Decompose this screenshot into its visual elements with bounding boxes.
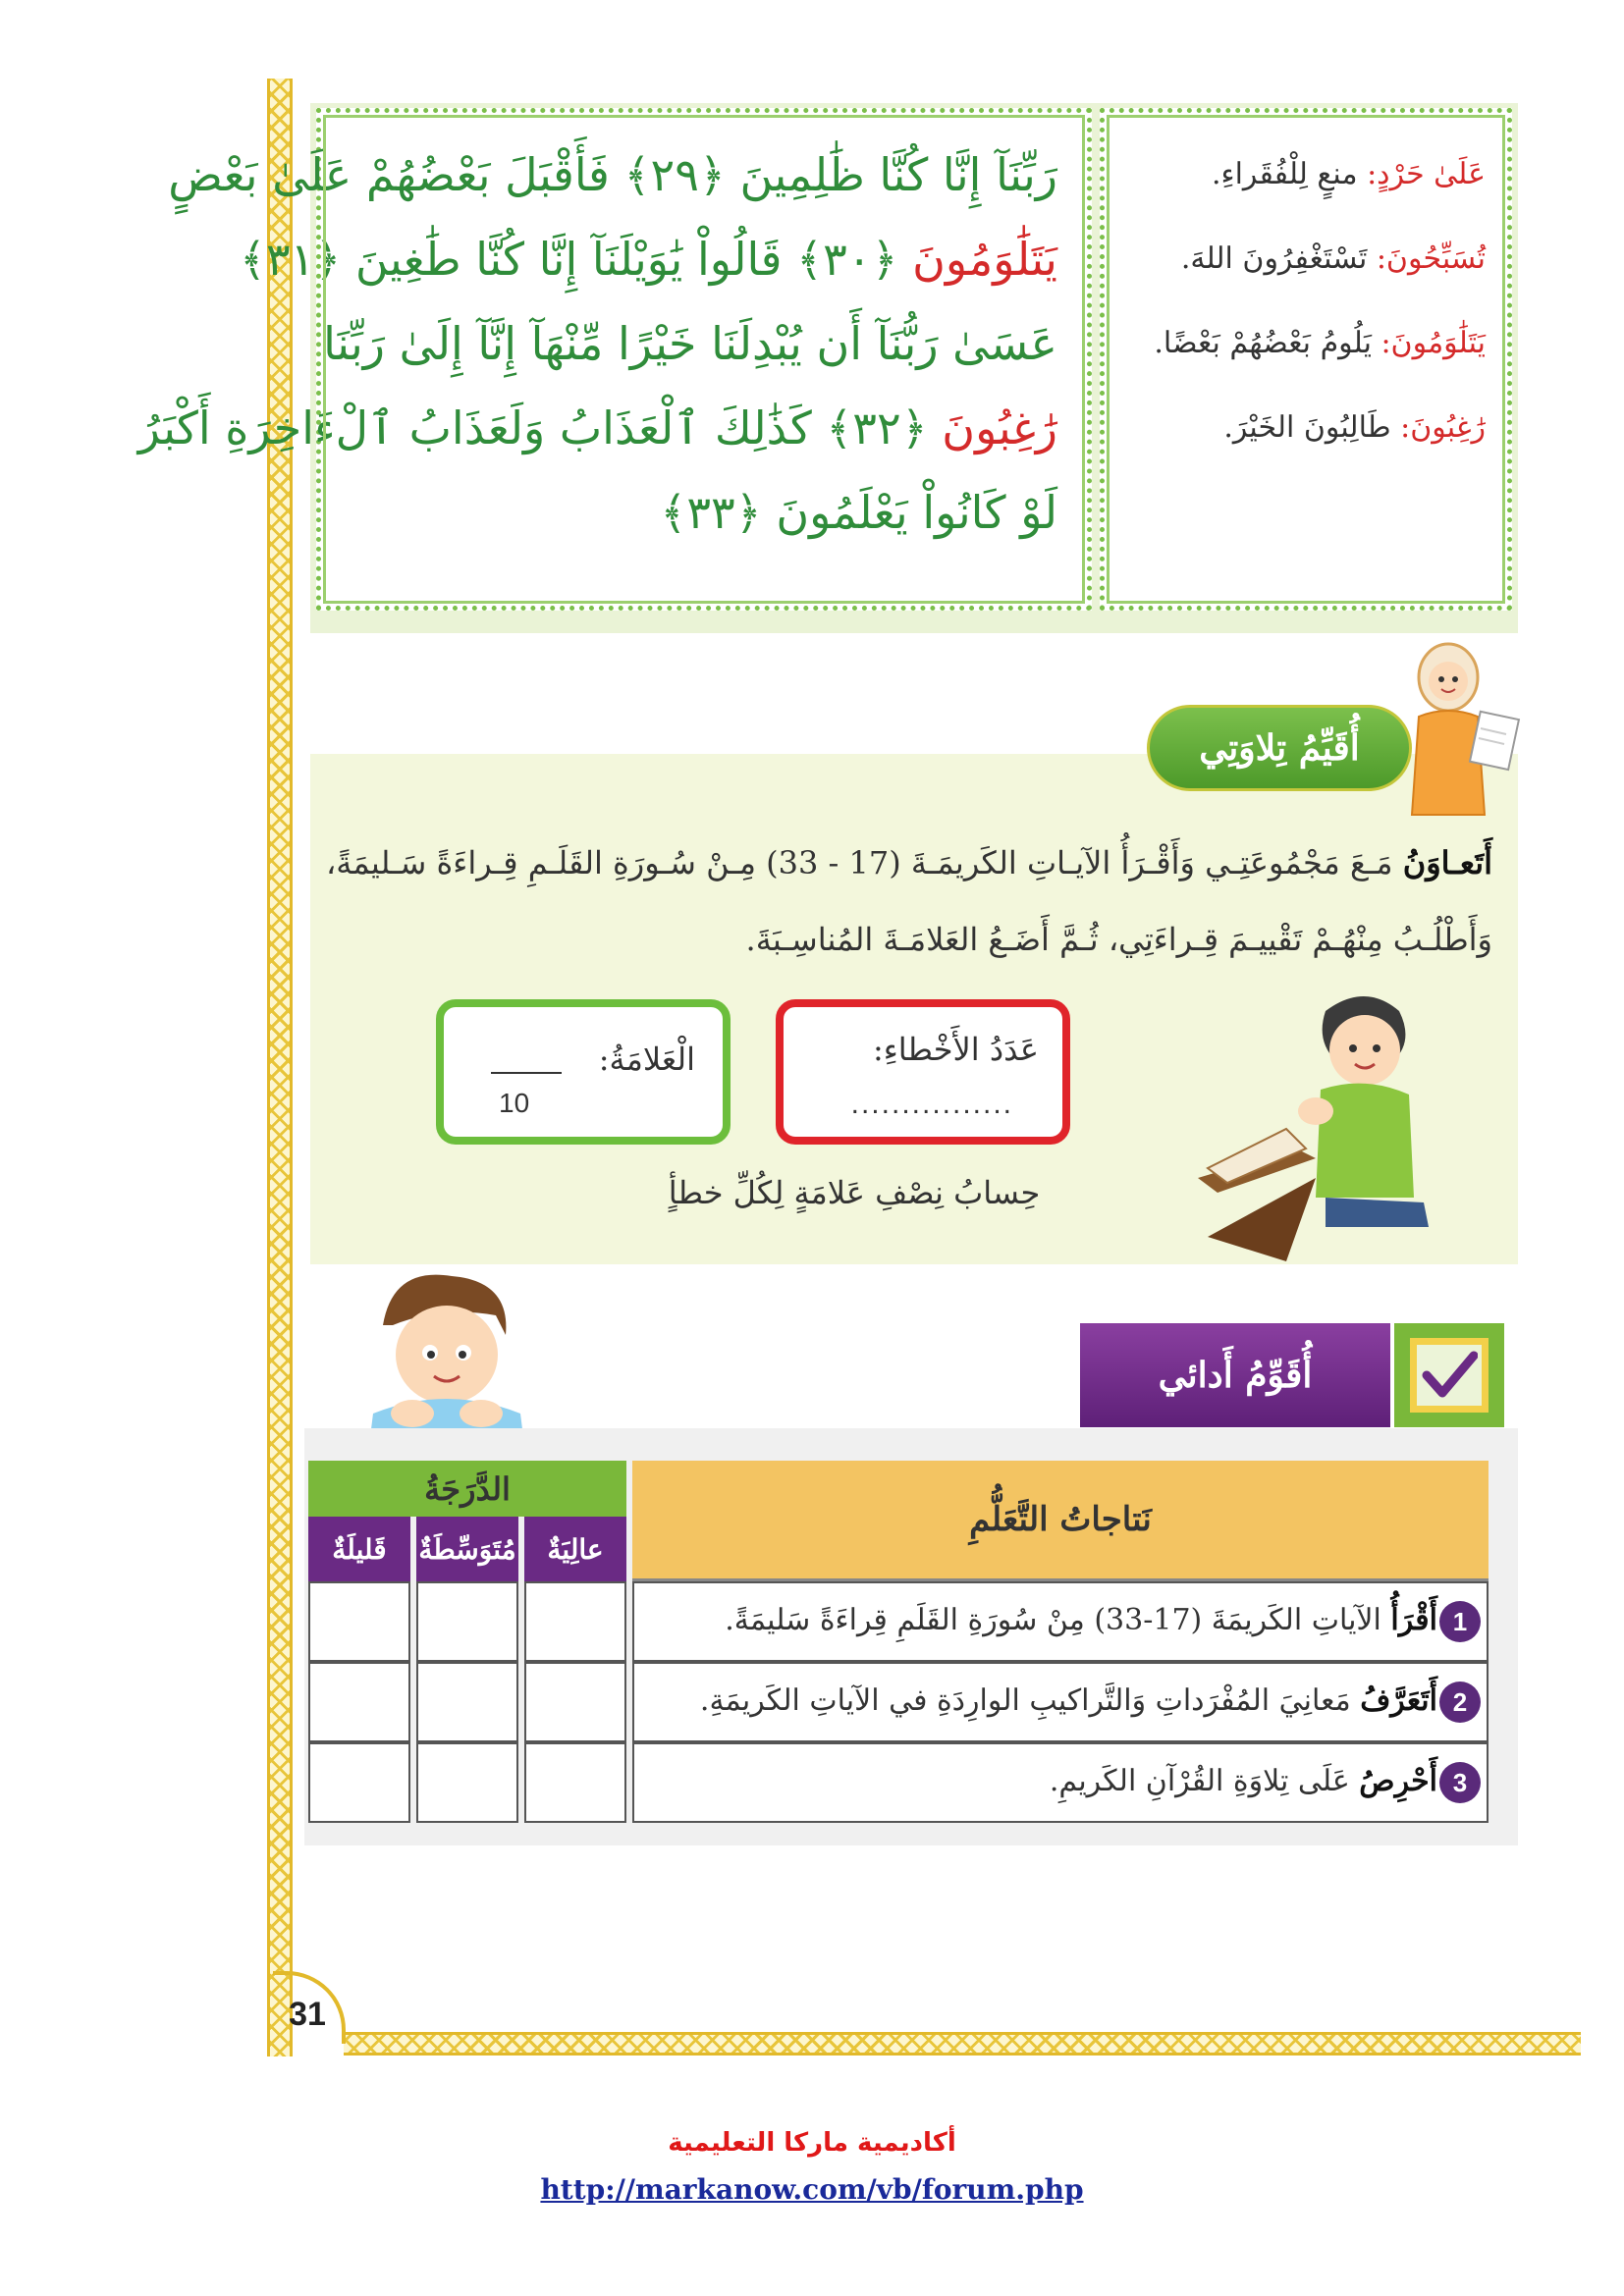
glossary-item: يَتَلَٰوَمُونَ: يَلُومُ بَعْضُهُمْ بَعْضًا. [1154,326,1486,360]
glossary-item: عَلَىٰ حَرْدٍ: منعٍ لِلْفُقَراءِ. [1211,157,1486,191]
rating-cell-high[interactable] [524,1662,626,1742]
rating-cell-high[interactable] [524,1742,626,1823]
row-number: 2 [1439,1682,1481,1723]
verse-line: رَبِّنَآ إِنَّا كُنَّا ظَٰلِمِينَ ﴿٢٩﴾ فَأَقْبَلَ بَعْضُهُمْ عَلَىٰ بَعْضٍ [168,148,1057,201]
checkbox-decoration [1394,1323,1504,1427]
glossary-item: رَٰغِبُونَ: طَالِبُونَ الخَيْرَ. [1223,410,1486,445]
outcome-cell: 2أَتَعَرَّفُ مَعانِيَ المُفْرَداتِ وَالتَّراكيبِ الوارِدَةِ في الآياتِ الكَريمَةِ. [632,1662,1489,1742]
rating-cell-low[interactable] [308,1581,410,1662]
footer-academy-name: أكاديمية ماركا التعليمية [668,2128,956,2158]
girl-illustration [1394,638,1522,825]
rating-cell-low[interactable] [308,1742,410,1823]
boy-reading-quran-illustration [1178,982,1434,1266]
table-row [308,1581,1489,1662]
assessment-title: أُقَوِّمُ أَدائي [1080,1323,1390,1427]
assessment-table [302,1461,1494,1823]
table-row [308,1662,1489,1742]
row-number: 1 [1439,1601,1481,1642]
decorative-bottom-border [344,2032,1581,2056]
outcomes-header: نَتاجاتُ التَّعَلُّمِ [632,1461,1489,1581]
errors-field[interactable]: ................ [850,1088,1013,1120]
page-number: 31 [273,1971,346,2044]
score-label: الْعَلامَةُ: [598,1041,695,1078]
rating-cell-low[interactable] [308,1662,410,1742]
level-low: قَليلَةٌ [308,1517,410,1581]
outcome-cell: 1أَقْرَأُ الآياتِ الكَريمَةَ (17-33) مِنْ سُورَةِ القَلَمِ قِراءَةً سَليمَةً. [632,1581,1489,1662]
verse-line: يَتَلَٰوَمُونَ ﴿٣٠﴾ قَالُواْ يَٰوَيْلَنَآ إِنَّا كُنَّا طَٰغِينَ ﴿٣١﴾ [239,233,1057,286]
decorative-left-border [267,79,293,2056]
verse-line: لَوْ كَانُواْ يَعْلَمُونَ ﴿٣٣﴾ [660,486,1057,539]
recitation-instructions: أَتَعـاوَنُ مَـعَ مَجْمُوعَتِـي وَأَقْـرَأُ الآيـاتِ الكَريمَـةَ (17 - 33) مِـنْ سُـورَةِ القَلَـمِ قِـراءَةً سَـليمَةً، وَأَطْلُـبُ مِنْهُـمْ تَقْييـمَ قِـراءَتِي، ثُـمَّ أَضَـعُ العَلامَـةَ المُناسِـبَةَ. [325,844,1492,958]
errors-label: عَدَدُ الأَخْطاءِ: [872,1031,1039,1068]
level-medium: مُتَوَسِّطَةٌ [416,1517,518,1581]
row-number: 3 [1439,1762,1481,1803]
score-field[interactable] [491,1072,562,1074]
level-high: عالِيَةٌ [524,1517,626,1581]
verse-line: عَسَىٰ رَبُّنَآ أَن يُبْدِلَنَا خَيْرًا مِّنْهَآ إِنَّآ إِلَىٰ رَبِّنَا [323,317,1057,370]
errors-count-box [776,999,1070,1145]
rating-cell-high[interactable] [524,1581,626,1662]
scoring-note: حِسابُ نِصْفِ عَلامَةٍ لِكُلِّ خطأٍ [668,1174,1041,1211]
score-denominator: 10 [499,1088,530,1118]
checkmark-icon [1421,1350,1478,1401]
rating-cell-medium[interactable] [416,1742,518,1823]
verses-box [137,108,1092,611]
degree-header: الدَّرَجَةُ [308,1461,626,1517]
glossary-box [1100,108,1512,611]
outcome-cell: 3أَحْرِصُ عَلَى تِلاوَةِ القُرْآنِ الكَريمِ. [632,1742,1489,1823]
rating-cell-medium[interactable] [416,1581,518,1662]
verse-line: رَٰغِبُونَ ﴿٣٢﴾ كَذَٰلِكَ ٱلْعَذَابُ وَلَعَذَابُ ٱلْءَاخِرَةِ أَكْبَرُ [137,401,1057,454]
table-row [308,1742,1489,1823]
score-box [436,999,731,1145]
footer-link[interactable]: http://markanow.com/vb/forum.php [540,2173,1084,2206]
glossary-item: تُسَبِّحُونَ: تَسْتَغْفِرُونَ اللهَ. [1180,241,1486,276]
rating-cell-medium[interactable] [416,1662,518,1742]
boy-leaning-illustration [353,1266,530,1453]
recitation-title: أُقَيِّمُ تِلاوَتِي [1147,705,1412,791]
